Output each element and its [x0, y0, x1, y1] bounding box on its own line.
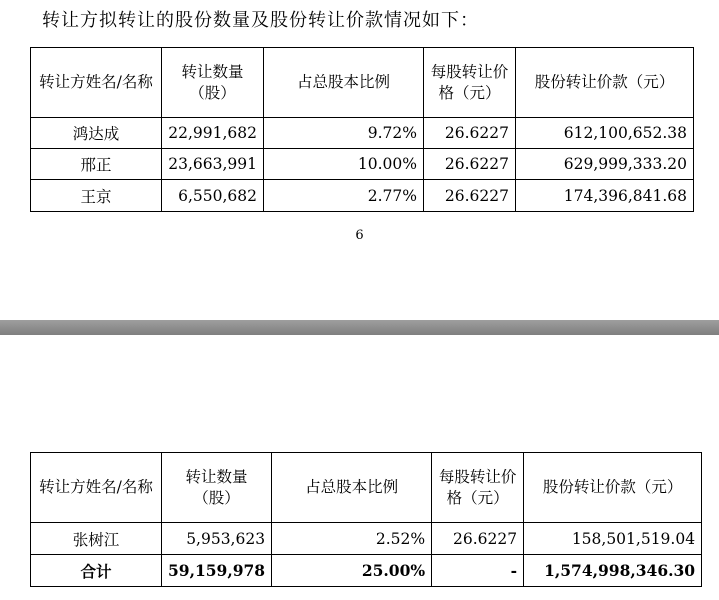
cell-ratio: 10.00%	[264, 149, 424, 180]
page-number: 6	[355, 228, 364, 243]
total-price: -	[432, 555, 524, 587]
total-row	[31, 555, 702, 587]
cell-ratio: 2.52%	[272, 523, 432, 555]
col-header-amount: 股份转让价款（元）	[516, 48, 694, 118]
cell-amount: 612,100,652.38	[516, 118, 694, 149]
col-header-ratio: 占总股本比例	[272, 453, 432, 523]
cell-name: 王京	[31, 180, 162, 212]
col-header-amount: 股份转让价款（元）	[524, 453, 702, 523]
cell-name: 鸿达成	[31, 118, 162, 149]
total-ratio: 25.00%	[272, 555, 432, 587]
intro-text: 转让方拟转让的股份数量及股份转让价款情况如下：	[42, 10, 479, 31]
col-header-quantity: 转让数量（股）	[162, 48, 264, 118]
cell-name: 张树江	[31, 523, 162, 555]
col-header-name: 转让方姓名/名称	[31, 48, 162, 118]
total-quantity: 59,159,978	[162, 555, 272, 587]
cell-amount: 629,999,333.20	[516, 149, 694, 180]
table-row	[31, 523, 702, 555]
cell-quantity: 23,663,991	[162, 149, 264, 180]
table-row	[31, 118, 694, 149]
cell-ratio: 2.77%	[264, 180, 424, 212]
table-row	[31, 180, 694, 212]
col-header-price: 每股转让价格（元）	[432, 453, 524, 523]
cell-price: 26.6227	[424, 149, 516, 180]
share-transfer-table-2	[30, 452, 702, 587]
cell-price: 26.6227	[432, 523, 524, 555]
col-header-price: 每股转让价格（元）	[424, 48, 516, 118]
cell-amount: 174,396,841.68	[516, 180, 694, 212]
cell-quantity: 5,953,623	[162, 523, 272, 555]
cell-name: 邢正	[31, 149, 162, 180]
cell-quantity: 22,991,682	[162, 118, 264, 149]
col-header-quantity: 转让数量（股）	[162, 453, 272, 523]
total-label: 合计	[31, 555, 162, 587]
cell-ratio: 9.72%	[264, 118, 424, 149]
header-row	[31, 48, 694, 118]
share-transfer-table-1	[30, 47, 694, 212]
header-row	[31, 453, 702, 523]
cell-quantity: 6,550,682	[162, 180, 264, 212]
col-header-name: 转让方姓名/名称	[31, 453, 162, 523]
page-break-divider	[0, 320, 719, 335]
col-header-ratio: 占总股本比例	[264, 48, 424, 118]
cell-amount: 158,501,519.04	[524, 523, 702, 555]
table-row	[31, 149, 694, 180]
cell-price: 26.6227	[424, 118, 516, 149]
cell-price: 26.6227	[424, 180, 516, 212]
total-amount: 1,574,998,346.30	[524, 555, 702, 587]
